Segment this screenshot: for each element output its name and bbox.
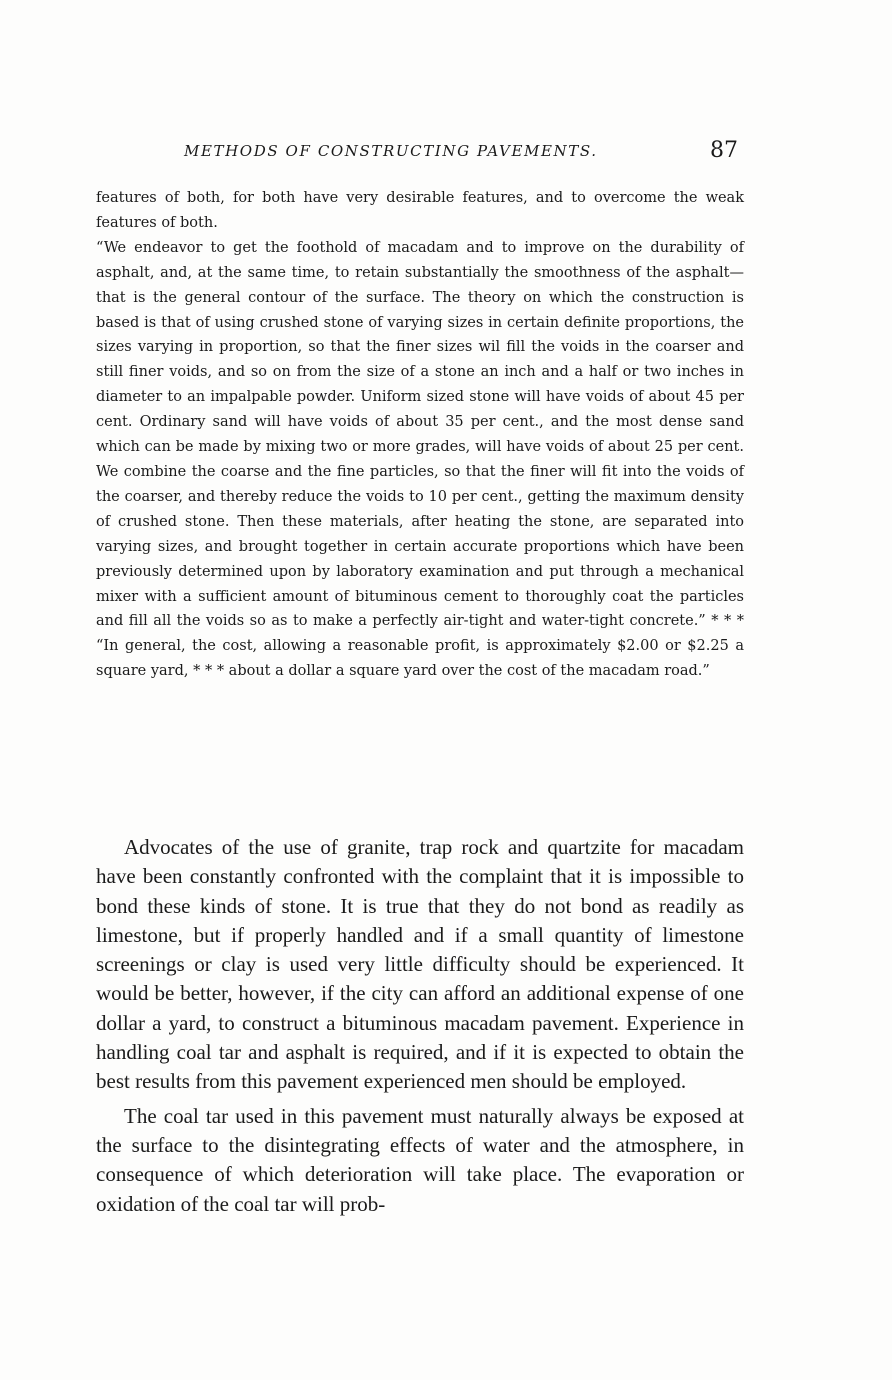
quoted-extract	[96, 186, 744, 684]
extract-paragraph-2: “We endeavor to get the foothold of macadam and to improve on the durability of asphalt, and, at the same time, to retain substantially the smoothness of the asphalt—that is the general contour of the surface. The theory on which the construction is based is that of using crushed stone of varying sizes in certain definite proportions, the sizes varying in proportion, so that the finer sizes wil fill the voids in the coarser and still finer voids, and so on from the size of a stone an inch and a half or two inches in diameter to an impalpable powder. Uniform sized stone will have voids of about 45 per cent. Ordinary sand will have voids of about 35 per cent., and the most dense sand which can be made by mixing two or more grades, will have voids of about 25 per cent. We combine the coarse and the fine particles, so that the finer will fit into the voids of the coarser, and thereby reduce the voids to 10 per cent., getting the maximum density of crushed stone. Then these materials, after heating the stone, are separated into varying sizes, and brought together in certain accurate proportions which have been previously determined upon by laboratory examination and put through a mechanical mixer with a sufficient amount of bituminous cement to thoroughly coat the particles and fill all the voids so as to make a perfectly air-tight and water-tight concrete.” * * * “In general, the cost, allowing a reasonable profit, is approximately $2.00 or $2.25 a square yard, * * * about a dollar a square yard over the cost of the macadam road.”	[96, 239, 744, 680]
extract-paragraph-1: features of both, for both have very desirable features, and to overcome the weak features of both.	[96, 190, 744, 231]
body-text	[96, 833, 744, 1219]
body-paragraph-1: Advocates of the use of granite, trap rock and quartzite for macadam have been constantly confronted with the complaint that it is impossible to bond these kinds of stone. It is true that they do not bond as readily as limestone, but if properly handled and if a small quantity of limestone screenings or clay is used very little difficulty should be experienced. It would be better, however, if the city can afford an additional expense of one dollar a yard, to construct a bituminous macadam pavement. Experience in handling coal tar and asphalt is required, and if it is expected to obtain the best results from this pavement experienced men should be employed.	[96, 835, 744, 1094]
page-number: 87	[710, 138, 738, 163]
running-header	[96, 136, 746, 166]
body-paragraph-2: The coal tar used in this pavement must naturally always be exposed at the surface to the disintegrating effects of water and the atmosphere, in consequence of which deterioration will take place. The evaporation or oxidation of the coal tar will prob-	[96, 1103, 744, 1216]
running-title: METHODS OF CONSTRUCTING PAVEMENTS.	[184, 142, 598, 160]
